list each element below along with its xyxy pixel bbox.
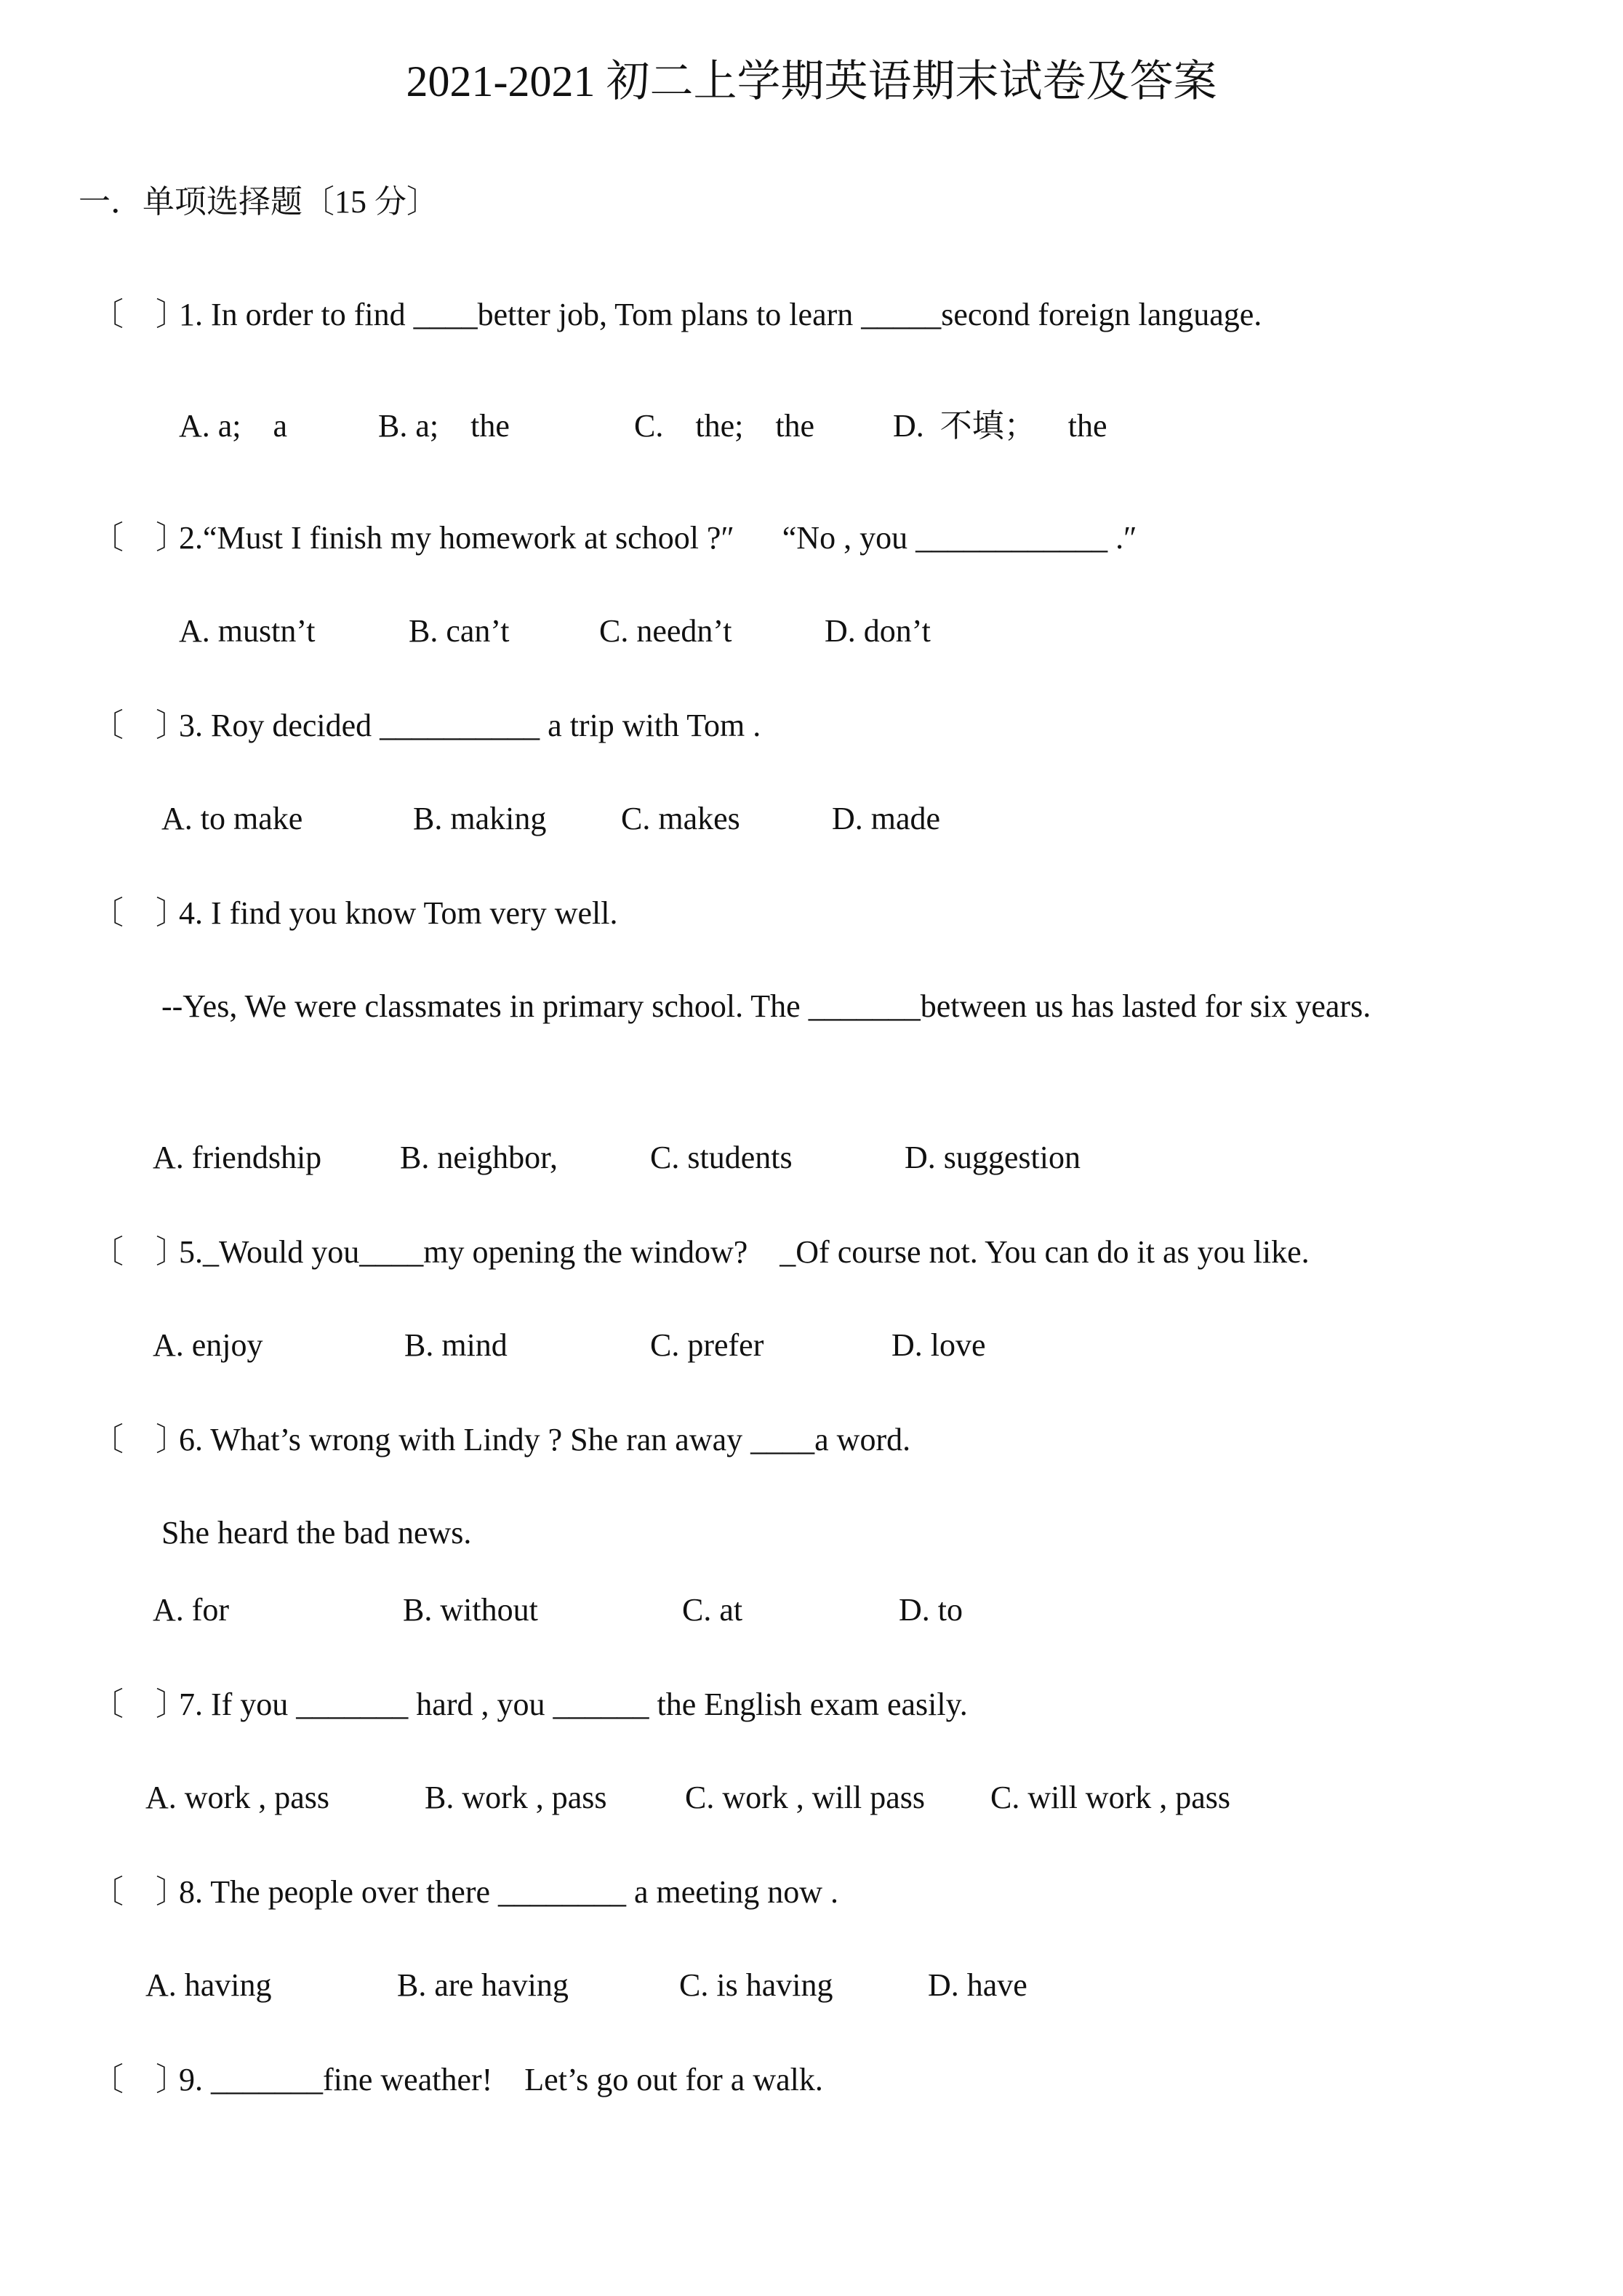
question-4-text-continued: --Yes, We were classmates in primary school. The _______between us has lasted for six years. — [161, 988, 1371, 1024]
q8-option-c: C. is having — [679, 1967, 833, 2003]
q7-option-c: C. work , will pass — [685, 1780, 925, 1815]
page-title: 2021-2021 初二上学期英语期末试卷及答案 — [406, 57, 1217, 105]
answer-bracket: 〔 〕 — [92, 1874, 188, 1910]
answer-bracket: 〔 〕 — [92, 2062, 188, 2097]
q5-option-a: A. enjoy — [153, 1327, 263, 1363]
section-header: 一．单项选择题〔15 分〕 — [79, 184, 438, 220]
q5-option-b: B. mind — [404, 1327, 508, 1363]
question-2-text: 2.“Must I finish my homework at school ?″ “No , you ____________ .″ — [179, 520, 1137, 556]
answer-bracket: 〔 〕 — [92, 708, 188, 743]
q1-option-a: A. a; a — [179, 408, 288, 444]
q8-option-b: B. are having — [397, 1967, 569, 2003]
q7-option-d: C. will work , pass — [990, 1780, 1230, 1815]
q8-option-a: A. having — [145, 1967, 272, 2003]
q2-option-a: A. mustn’t — [179, 613, 316, 649]
q5-option-c: C. prefer — [650, 1327, 764, 1363]
answer-bracket: 〔 〕 — [92, 297, 188, 332]
q3-option-a: A. to make — [161, 801, 303, 836]
q4-option-d: D. suggestion — [905, 1140, 1081, 1175]
answer-bracket: 〔 〕 — [92, 1422, 188, 1457]
question-5-text: 5._Would you____my opening the window? _Of course not. You can do it as you like. — [179, 1234, 1310, 1270]
answer-bracket: 〔 〕 — [92, 895, 188, 931]
q4-option-b: B. neighbor, — [400, 1140, 558, 1175]
q2-option-b: B. can’t — [409, 613, 510, 649]
q3-option-c: C. makes — [621, 801, 740, 836]
q1-option-b: B. a; the — [378, 408, 510, 444]
q6-option-c: C. at — [682, 1592, 743, 1628]
q3-option-b: B. making — [413, 801, 547, 836]
question-7-text: 7. If you _______ hard , you ______ the English exam easily. — [179, 1687, 968, 1722]
q2-option-c: C. needn’t — [599, 613, 732, 649]
question-3-text: 3. Roy decided __________ a trip with Tom . — [179, 708, 761, 743]
q1-option-c: C. the; the — [634, 408, 815, 444]
answer-bracket: 〔 〕 — [92, 520, 188, 556]
q4-option-a: A. friendship — [153, 1140, 322, 1175]
q8-option-d: D. have — [928, 1967, 1027, 2003]
q7-option-a: A. work , pass — [145, 1780, 329, 1815]
question-1-text: 1. In order to find ____better job, Tom plans to learn _____second foreign language. — [179, 297, 1262, 332]
q7-option-b: B. work , pass — [425, 1780, 607, 1815]
q2-option-d: D. don’t — [825, 613, 931, 649]
q6-option-b: B. without — [403, 1592, 538, 1628]
question-4-text: 4. I find you know Tom very well. — [179, 895, 618, 931]
answer-bracket: 〔 〕 — [92, 1687, 188, 1722]
question-6-text: 6. What’s wrong with Lindy ? She ran away ____a word. — [179, 1422, 911, 1457]
q4-option-c: C. students — [650, 1140, 793, 1175]
question-8-text: 8. The people over there ________ a meeting now . — [179, 1874, 839, 1910]
q5-option-d: D. love — [891, 1327, 986, 1363]
question-6-text-continued: She heard the bad news. — [161, 1515, 472, 1551]
q6-option-a: A. for — [153, 1592, 230, 1628]
question-9-text: 9. _______fine weather! Let’s go out for a walk. — [179, 2062, 823, 2097]
q1-option-d: D. 不填； the — [893, 408, 1107, 444]
answer-bracket: 〔 〕 — [92, 1234, 188, 1270]
q3-option-d: D. made — [832, 801, 941, 836]
q6-option-d: D. to — [899, 1592, 963, 1628]
